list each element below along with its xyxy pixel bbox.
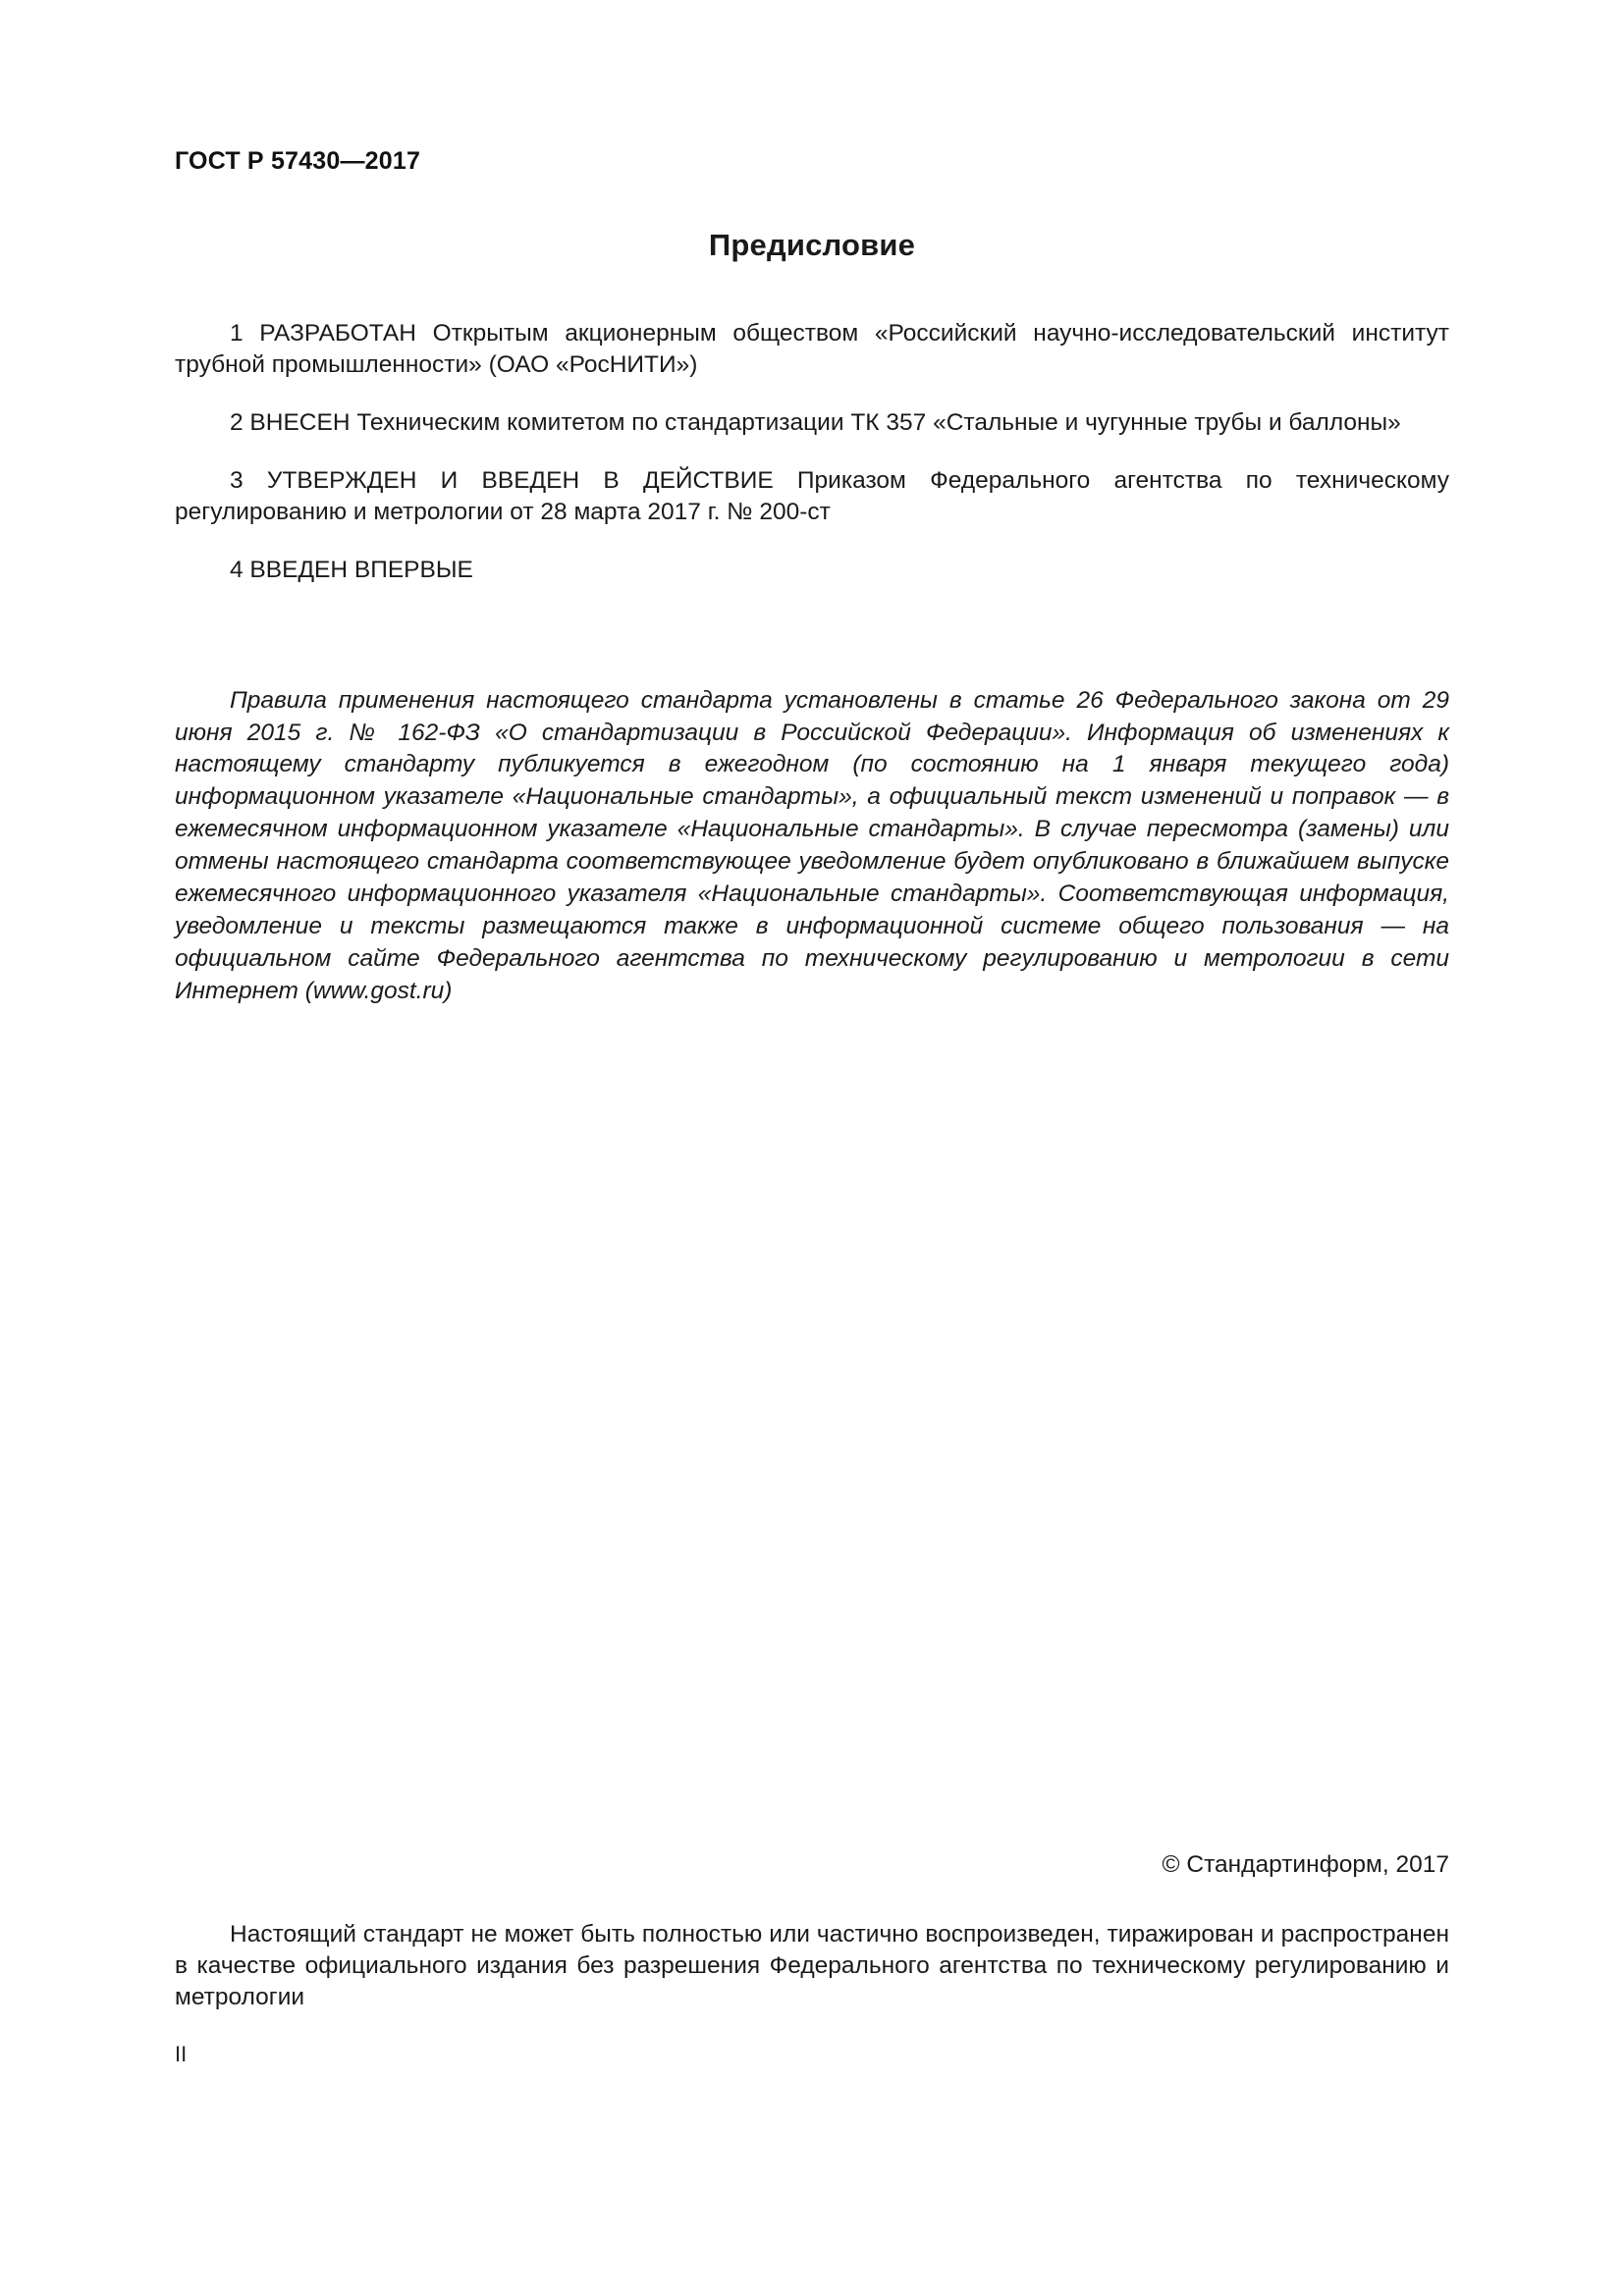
preface-item-4: 4 ВВЕДЕН ВПЕРВЫЕ <box>230 557 473 584</box>
preface-item-2: 2 ВНЕСЕН Техническим комитетом по стандартизации ТК 357 «Стальные и чугунные трубы и баллоны» <box>230 409 1401 437</box>
preface-item-3: 3 УТВЕРЖДЕН И ВВЕДЕН В ДЕЙСТВИЕ Приказом Федерального агентства по техническому регулированию и метрологии от 28 марта 2017 г. № 200-ст <box>175 467 1449 526</box>
copyright-notice: © Стандартинформ, 2017 <box>1162 1851 1449 1878</box>
application-rules-paragraph: Правила применения настоящего стандарта установлены в статье 26 Федерального закона от 29 июня 2015 г. № 162-ФЗ «О стандартизации в Российской Федерации». Информация об изменениях к настоящему стандарту публикуется в ежегодном (по состоянию на 1 января текущего года) информационном указателе «Национальные стандарты», а официальный текст изменений и поправок — в ежемесячном информационном указателе «Национальные стандарты». В случае пересмотра (замены) или отмены настоящего стандарта соответствующее уведомление будет опубликовано в ближайшем выпуске ежемесячного информационного указателя «Национальные стандарты». Соответствующая информация, уведомление и тексты размещаются также в информационной системе общего пользования — на официальном сайте Федерального агентства по техническому регулированию и метрологии в сети Интернет (www.gost.ru) <box>175 686 1449 1004</box>
page-number: II <box>175 2042 188 2066</box>
standard-designation-header: ГОСТ Р 57430—2017 <box>175 147 421 175</box>
preface-items-list <box>175 318 1449 587</box>
preface-item-1: 1 РАЗРАБОТАН Открытым акционерным обществом «Российский научно-исследовательский институт трубной промышленности» (ОАО «РосНИТИ») <box>175 320 1449 379</box>
application-rules-block <box>175 685 1449 1008</box>
page-title: Предисловие <box>708 228 916 262</box>
reproduction-notice: Настоящий стандарт не может быть полностью или частично воспроизведен, тиражирован и распространен в качестве официального издания без разрешения Федерального агентства по техническому регулированию и метрологии <box>175 1921 1449 2011</box>
